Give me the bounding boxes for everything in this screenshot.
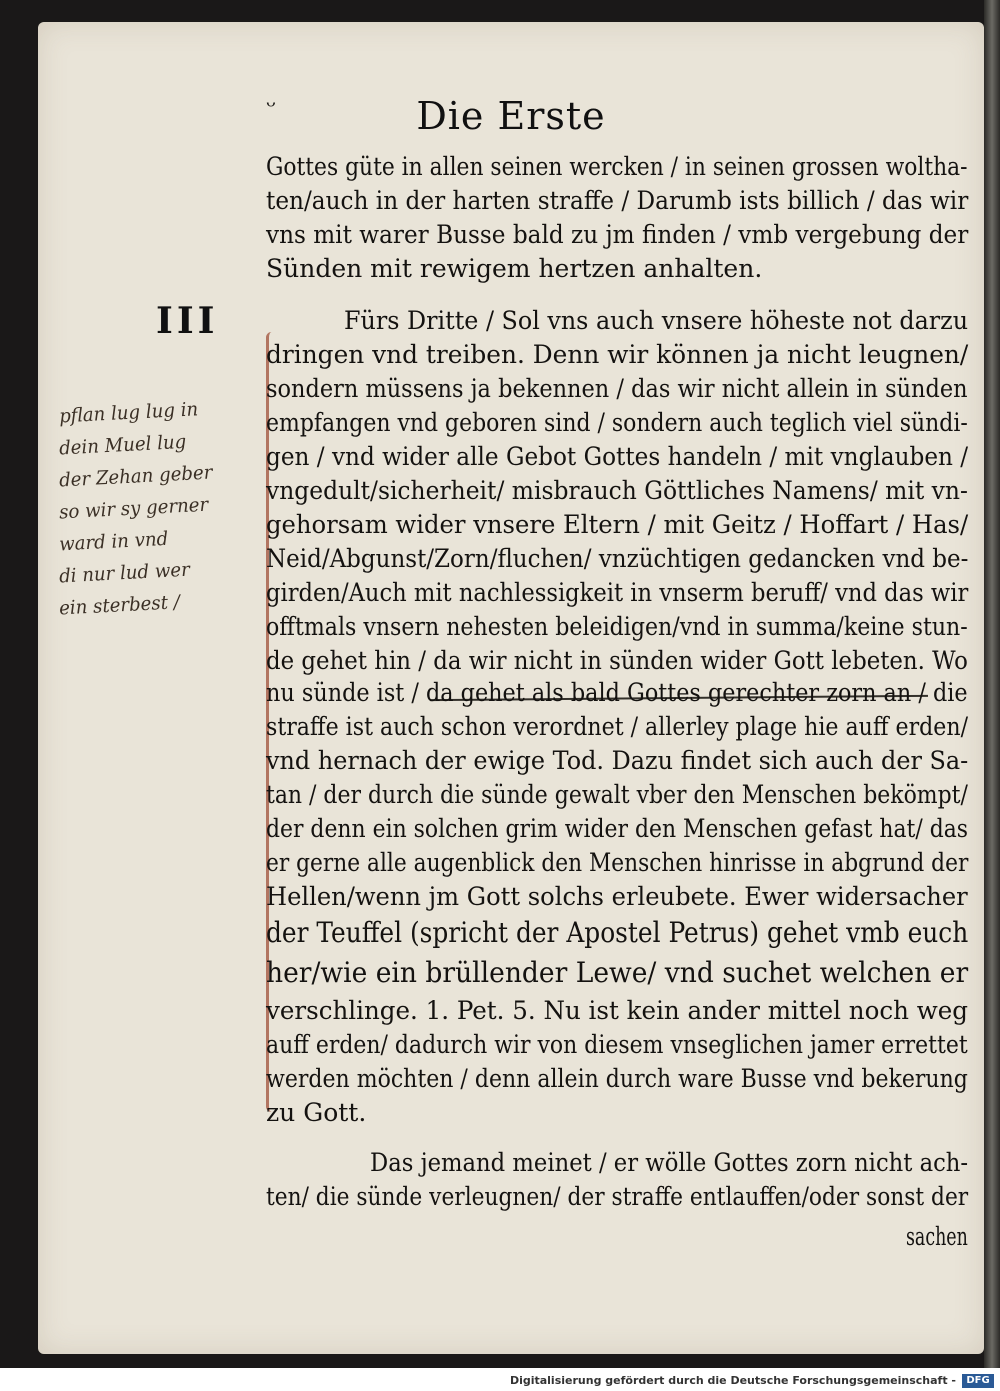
text-line: offtmals vnsern nehesten beleidigen/vnd in summa/keine stun- xyxy=(266,612,968,641)
margin-note: so wir sy gerner xyxy=(58,493,209,524)
text-line: er gerne alle augenblick den Menschen hinrisse in abgrund der xyxy=(266,848,969,877)
text-line: tan / der durch die sünde gewalt vber den Menschen bekömpt/ xyxy=(266,780,968,809)
corner-mark: ᵕ xyxy=(266,92,277,122)
scan-edge-strip xyxy=(984,0,1000,1368)
text-line: empfangen vnd geboren sind / sondern auch teglich viel sündi- xyxy=(266,408,968,437)
text-line: sondern müssens ja bekennen / das wir nicht allein in sünden xyxy=(266,374,968,403)
text-line: Hellen/wenn jm Gott solchs erleubete. Ewer widersacher xyxy=(266,882,968,911)
text-line: ten/auch in der harten straffe / Darumb ists billich / das wir xyxy=(266,186,969,215)
text-line: werden möchten / denn allein durch ware Busse vnd bekerung xyxy=(266,1064,968,1093)
text-line: Das jemand meinet / er wölle Gottes zorn nicht ach- xyxy=(370,1148,969,1177)
text-line: vngedult/sicherheit/ misbrauch Göttliches Namens/ mit vn- xyxy=(266,476,968,505)
margin-note: di nur lud wer xyxy=(58,558,191,588)
text-line: straffe ist auch schon verordnet / allerley plage hie auff erden/ xyxy=(266,712,969,741)
text-line: auff erden/ dadurch wir von diesem vnseglichen jamer errettet xyxy=(266,1030,968,1059)
section-numeral: III xyxy=(156,300,219,342)
margin-note: pflan lug lug in xyxy=(58,398,199,428)
text-line: dringen vnd treiben. Denn wir können ja nicht leugnen/ xyxy=(266,340,969,369)
running-head: Die Erste xyxy=(416,94,606,138)
text-line: gen / vnd wider alle Gebot Gottes handeln / mit vnglauben / xyxy=(266,442,969,471)
footer-credit: Digitalisierung gefördert durch die Deutsche Forschungsgemeinschaft - xyxy=(509,1374,956,1387)
text-line: zu Gott. xyxy=(266,1098,367,1127)
text-line: der denn ein solchen grim wider den Menschen gefast hat/ das xyxy=(266,814,969,843)
text-line: Fürs Dritte / Sol vns auch vnsere höheste not darzu xyxy=(344,306,969,335)
text-line: nu sünde ist / da gehet als bald Gottes gerechter zorn an / die xyxy=(266,678,968,707)
text-line: girden/Auch mit nachlessigkeit in vnserm beruff/ vnd das wir xyxy=(266,578,969,607)
text-line: der Teuffel (spricht der Apostel Petrus) gehet vmb euch xyxy=(266,916,969,949)
catchword: sachen xyxy=(906,1222,968,1251)
text-line: vns mit warer Busse bald zu jm finden / vmb vergebung der xyxy=(266,220,969,249)
margin-note: ein sterbest / xyxy=(58,591,181,620)
margin-note: dein Muel lug xyxy=(58,430,187,460)
text-line: Neid/Abgunst/Zorn/fluchen/ vnzüchtigen gedancken vnd be- xyxy=(266,544,969,573)
text-line: Sünden mit rewigem hertzen anhalten. xyxy=(266,254,763,283)
text-line: gehorsam wider vnsere Eltern / mit Geitz / Hoffart / Has/ xyxy=(266,510,969,539)
text-line: Gottes güte in allen seinen wercken / in seinen grossen woltha- xyxy=(266,152,968,181)
margin-note: der Zehan geber xyxy=(58,461,213,492)
book-page xyxy=(38,22,984,1354)
dfg-logo: DFG xyxy=(962,1374,994,1388)
text-line: her/wie ein brüllender Lewe/ vnd suchet welchen er xyxy=(266,956,969,989)
margin-note: ward in vnd xyxy=(58,527,169,556)
text-line: verschlinge. 1. Pet. 5. Nu ist kein ander mittel noch weg xyxy=(266,996,968,1025)
text-line: vnd hernach der ewige Tod. Dazu findet sich auch der Sa- xyxy=(266,746,969,775)
text-line: de gehet hin / da wir nicht in sünden wider Gott lebeten. Wo xyxy=(266,646,968,675)
text-line: ten/ die sünde verleugnen/ der straffe entlauffen/oder sonst der xyxy=(266,1182,969,1211)
